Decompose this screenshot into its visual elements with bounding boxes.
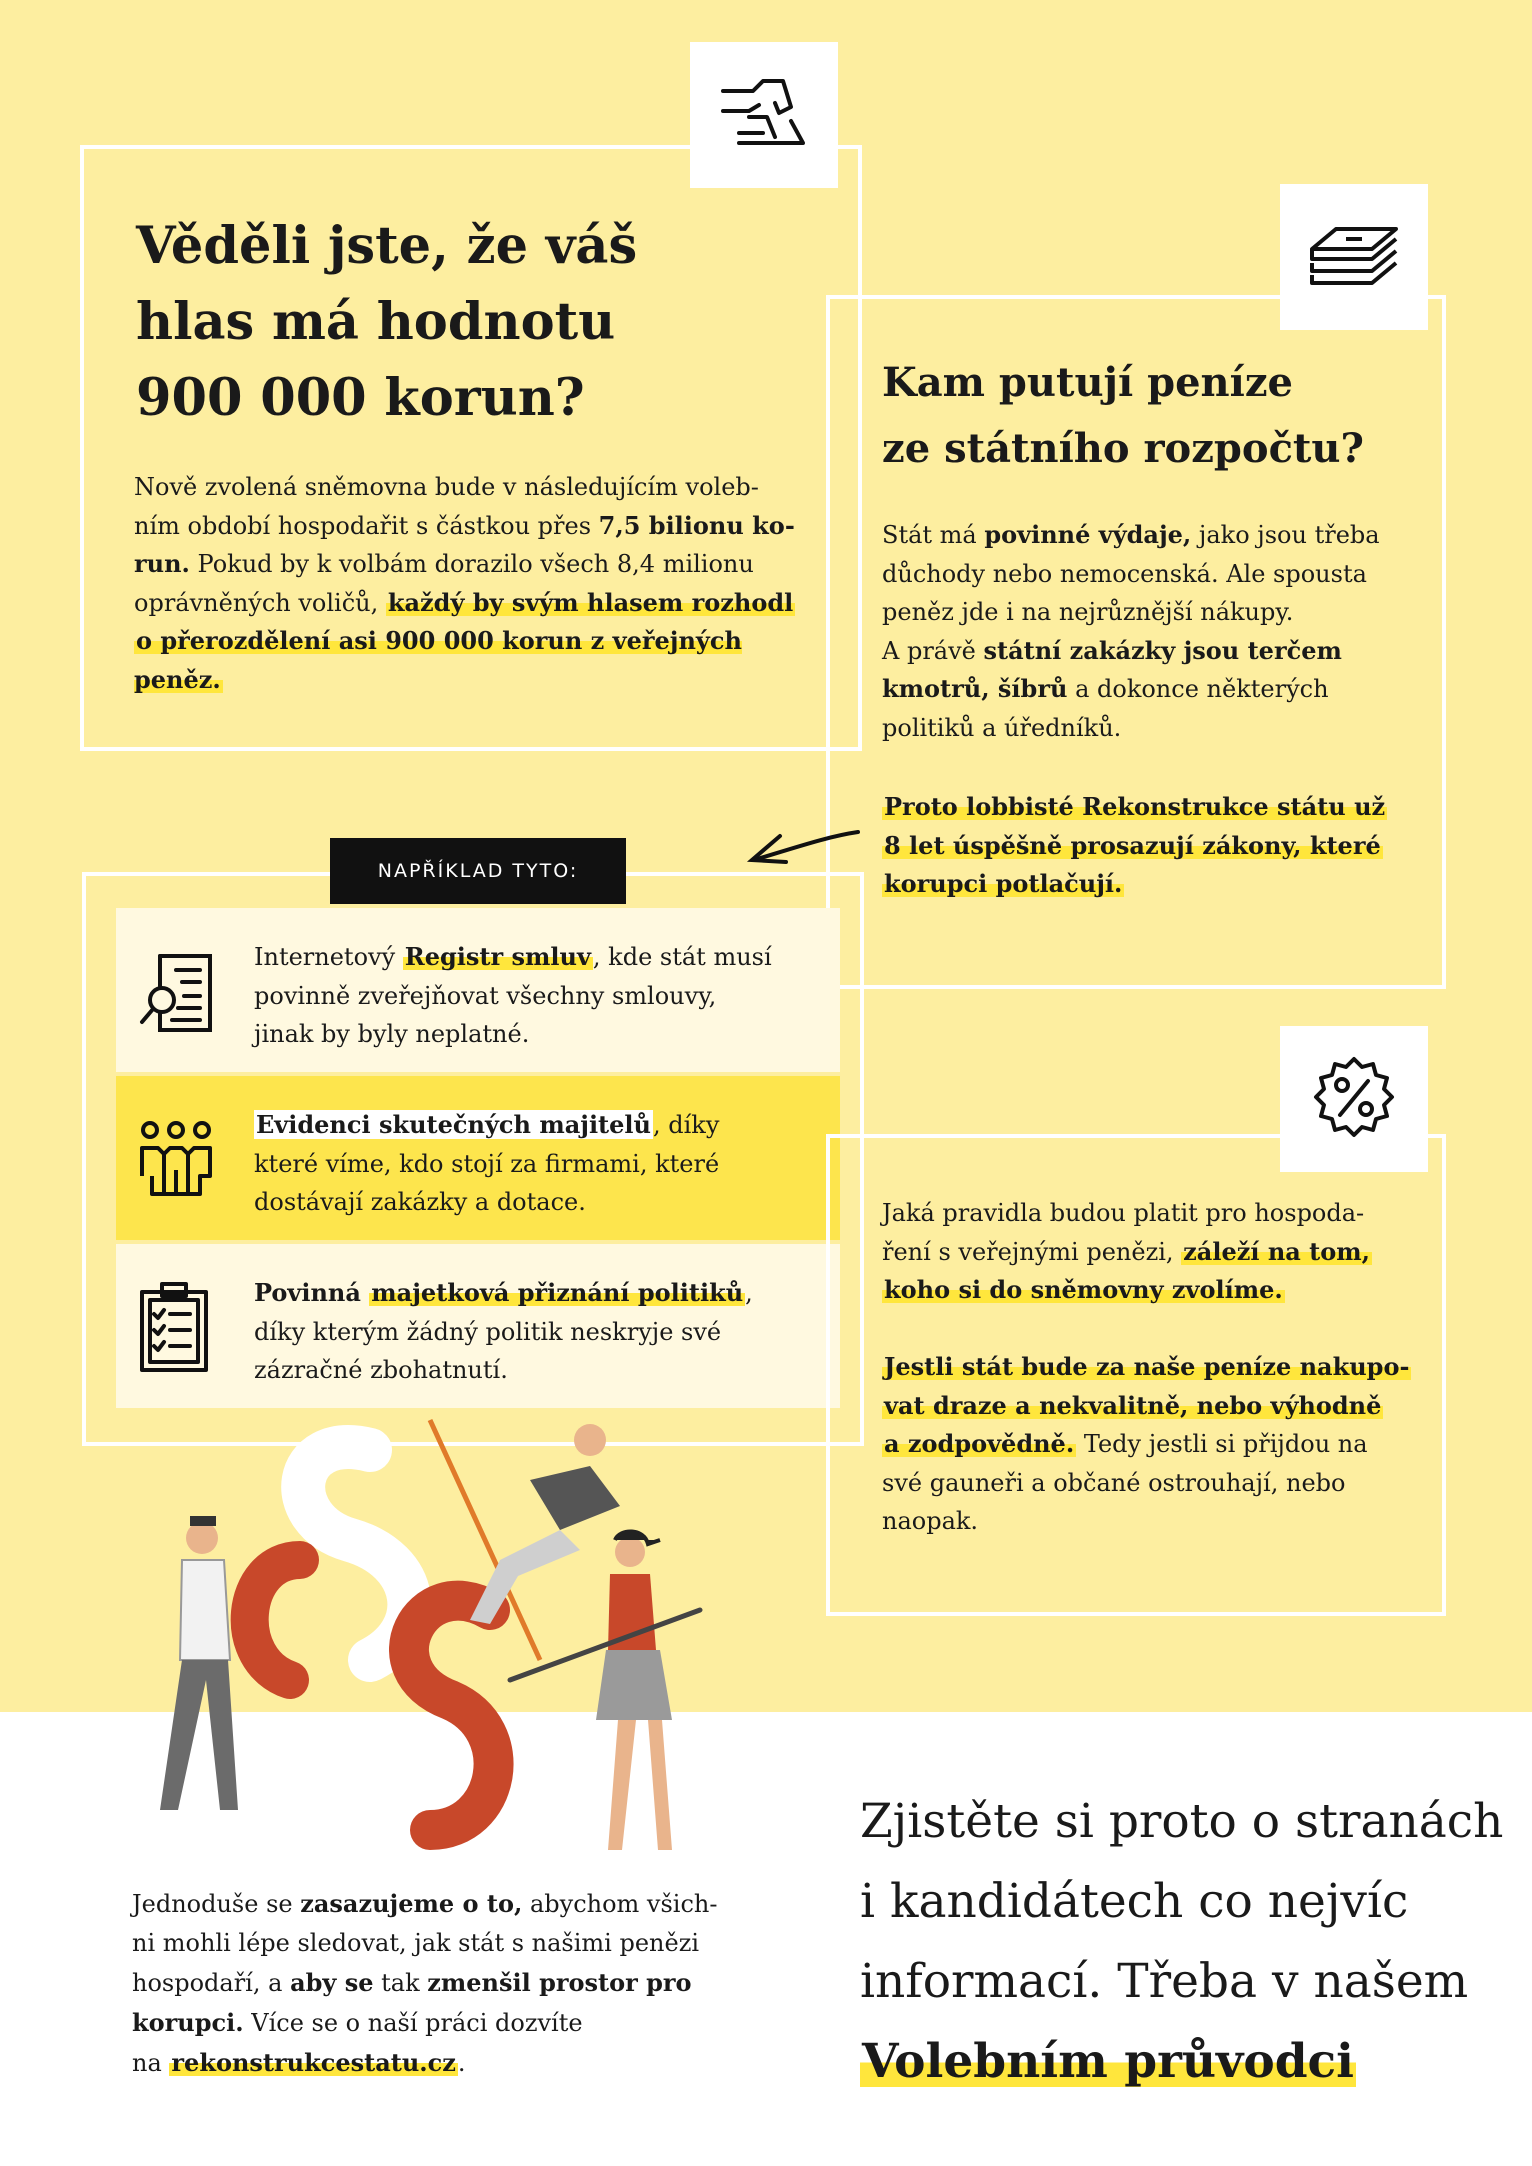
list-item-assets	[116, 1244, 840, 1408]
arrow-left-icon	[740, 812, 864, 872]
people-with-letters-illustration	[120, 1410, 760, 1870]
box1-paragraph: Nově zvolená sněmovna bude v následujícím voleb- ním období hospodařit s částkou přes 7,5 bilionu ko- run. Pokud by k volbám dorazilo všech 8,4 milionu oprávněných voličů, každý by svým hlasem rozhodl o přerozdělení asi 900 000 korun z veřejných peněz.	[134, 473, 795, 694]
percent-badge-icon	[1280, 1026, 1428, 1172]
document-search-icon	[138, 950, 220, 1036]
examples-label: NAPŘÍKLAD TYTO:	[330, 838, 626, 904]
money-stack-icon	[1280, 184, 1428, 330]
box1-title: Věděli jste, že váš hlas má hodnotu 900 000 korun?	[136, 216, 638, 428]
list-item-registry	[116, 908, 840, 1072]
clipboard-checklist-icon	[138, 1280, 210, 1374]
people-icon	[138, 1120, 214, 1200]
box3-highlight: Jestli stát bude za naše peníze nakupo- vat draze a nekvalitně, nebo výhodně a zodpovědně. Tedy jestli si přijdou na své gauneři a občané ostrouhají, nebo naopak.	[882, 1352, 1410, 1535]
vote-hand-icon	[690, 42, 838, 188]
election-guide-link[interactable]: Volebním průvodci	[862, 2034, 1355, 2089]
box2-highlight: Proto lobbisté Rekonstrukce státu už 8 let úspěšně prosazují zákony, které korupci potlačují.	[884, 792, 1386, 898]
registry-text: Internetový Registr smluv, kde stát musí povinně zveřejňovat všechny smlouvy, jinak by byly neplatné.	[254, 942, 772, 1048]
footer-paragraph: Jednoduše se zasazujeme o to, abychom všich- ni mohli lépe sledovat, jak stát s našimi penězi hospodaří, a aby se tak zmenšil prostor pro korupci. Více se o naší práci dozvíte na rekonstrukcestatu.cz.	[132, 1889, 718, 2077]
owners-text: Evidenci skutečných majitelů, díky které víme, kdo stojí za firmami, které dostávají zakázky a dotace.	[254, 1110, 720, 1216]
assets-text: Povinná majetková přiznání politiků, díky kterým žádný politik neskryje své zázračné zbohatnutí.	[254, 1278, 753, 1384]
website-link[interactable]: rekonstrukcestatu.cz	[171, 2048, 456, 2077]
box3-paragraph: Jaká pravidla budou platit pro hospoda- ření s veřejnými penězi, záleží na tom, koho si do sněmovny zvolíme.	[882, 1199, 1371, 1304]
box2-paragraph: Stát má povinné výdaje, jako jsou třeba důchody nebo nemocenská. Ale spousta peněz jde i na nejrůznější nákupy. A právě státní zakázky jsou terčem kmotrů, šíbrů a dokonce některých politiků a úředníků.	[882, 520, 1380, 742]
box2-title: Kam putují peníze ze státního rozpočtu?	[882, 359, 1364, 472]
cta-text: Zjistěte si proto o stranách i kandidátech co nejvíc informací. Třeba v našem Volebním průvodci	[860, 1794, 1504, 2089]
list-item-owners	[116, 1076, 840, 1240]
